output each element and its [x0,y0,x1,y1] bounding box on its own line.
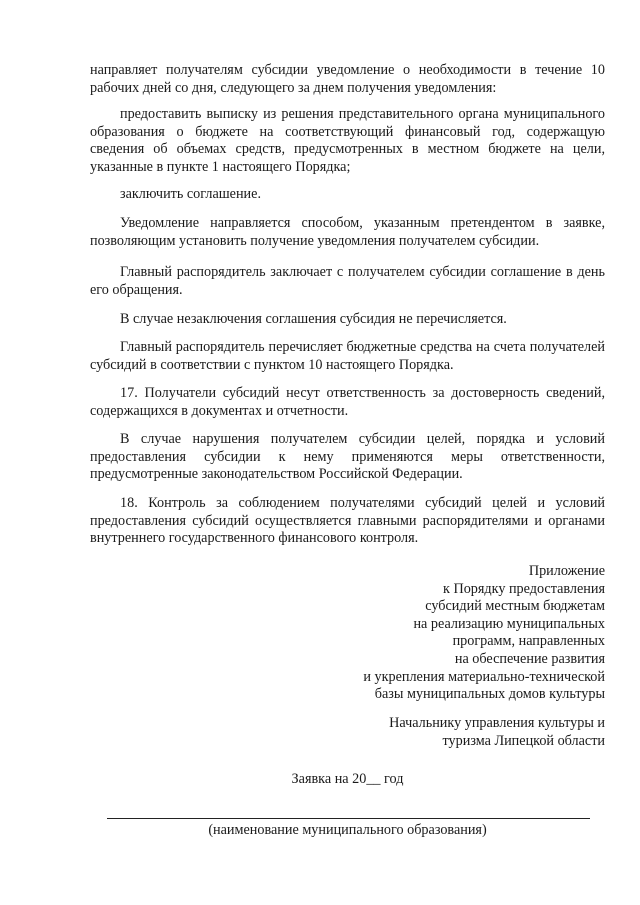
appendix-line: на обеспечение развития [454,650,605,667]
addressee-block [245,715,605,750]
paragraph-violation: В случае нарушения получателем субсидии целей, порядка и условий предоставления субсидии к нему применяются меры ответственности, предусмотренные законодательством Российской Федерации. [90,431,605,482]
paragraph-main-distributor: Главный распорядитель заключает с получателем субсидии соглашение в день его обращения. [90,264,605,298]
municipality-caption: (наименование муниципального образования) [208,822,487,838]
addressee-line: Начальнику управления культуры и [389,715,605,731]
paragraph-no-agreement: В случае незаключения соглашения субсидия не перечисляется. [120,311,507,327]
appendix-line: Приложение [528,563,605,579]
appendix-block [245,563,605,704]
addressee-line: туризма Липецкой области [442,732,605,749]
appendix-line: базы муниципальных домов культуры [374,686,605,703]
municipality-blank-line [107,818,590,819]
paragraph-transfer: Главный распорядитель перечисляет бюджетные средства на счета получателей субсидий в соответствии с пунктом 10 настоящего Порядка. [90,339,605,373]
paragraph-agreement: заключить соглашение. [120,186,261,202]
appendix-line: на реализацию муниципальных [413,615,605,632]
paragraph-notification: направляет получателям субсидии уведомление о необходимости в течение 10 рабочих дней со дня, следующего за днем получения уведомления: [90,62,605,96]
paragraph-extract: предоставить выписку из решения представительного органа муниципального образования о бюджете на соответствующий финансовый год, содержащую сведения об объемах средств, предусмотренных в местном бюджете на цели, указанные в пункте 1 настоящего Порядка; [90,106,605,175]
appendix-line: субсидий местным бюджетам [425,598,605,615]
appendix-line: и укрепления материально-технической [363,668,605,685]
appendix-line: программ, направленных [452,633,605,650]
request-title: Заявка на 20__ год [291,771,404,787]
paragraph-17: 17. Получатели субсидий несут ответственность за достоверность сведений, содержащихся в документах и отчетности. [90,385,605,419]
paragraph-18: 18. Контроль за соблюдением получателями субсидий целей и условий предоставления субсидий осуществляется главными распорядителями и органами внутреннего государственного финансового контроля. [90,495,605,546]
appendix-line: к Порядку предоставления [443,580,605,597]
paragraph-notification-method: Уведомление направляется способом, указанным претендентом в заявке, позволяющим установить получение уведомления получателем субсидии. [90,215,605,249]
